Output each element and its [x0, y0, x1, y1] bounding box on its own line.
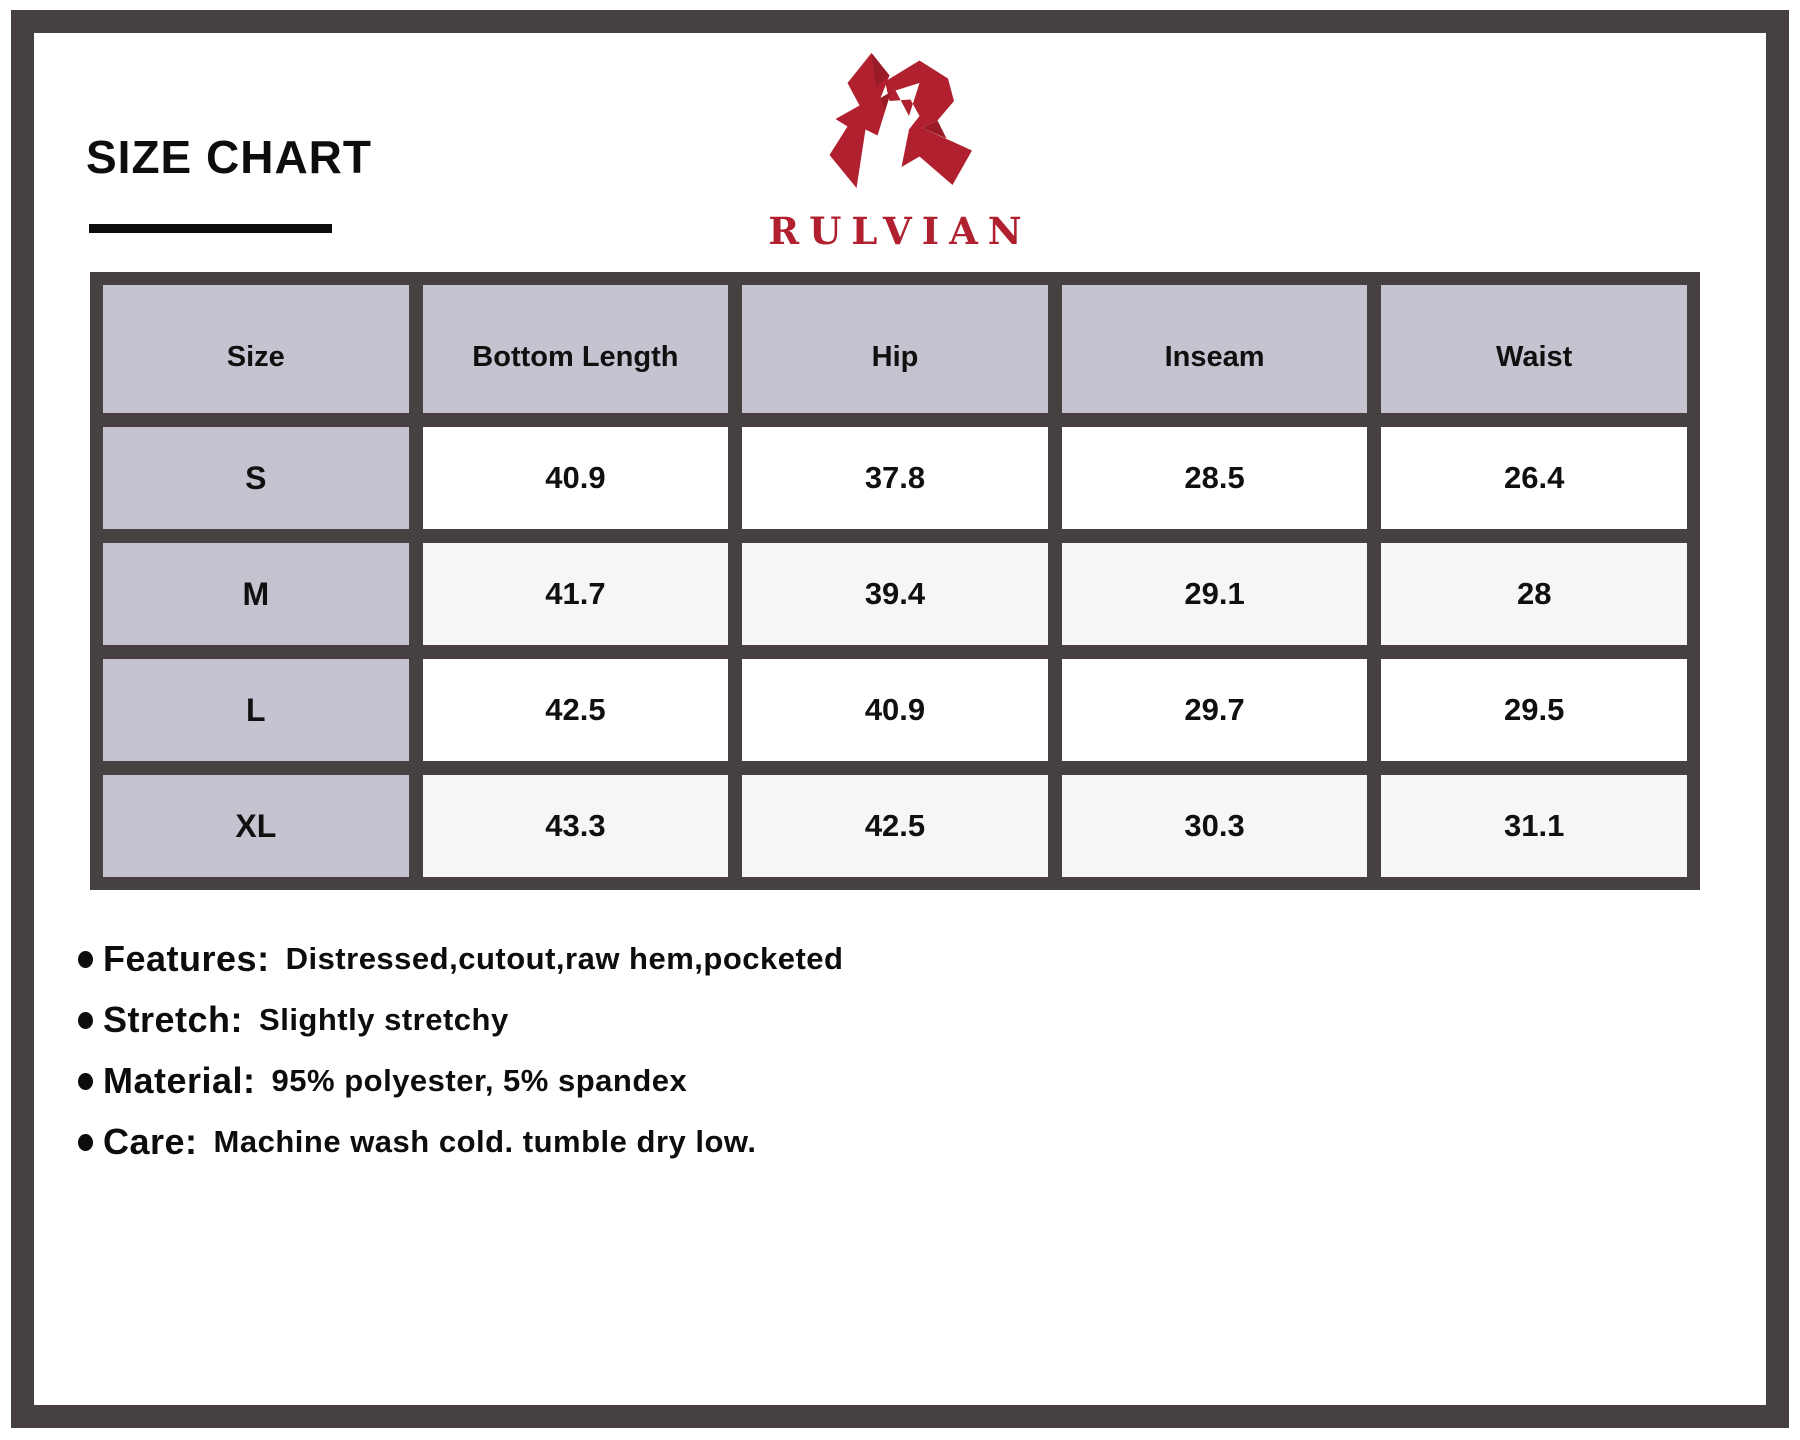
detail-value: 95% polyester, 5% spandex — [271, 1063, 688, 1098]
detail-value: Distressed,cutout,raw hem,pocketed — [285, 941, 844, 976]
cell-l-waist: 29.5 — [1381, 659, 1687, 761]
cell-m-waist: 28 — [1381, 543, 1687, 645]
size-label-m: M — [103, 543, 409, 645]
product-details-list — [78, 938, 844, 1163]
detail-label: Care: — [103, 1121, 198, 1162]
title-underline — [89, 224, 332, 233]
size-label-xl: XL — [103, 775, 409, 877]
cell-l-inseam: 29.7 — [1062, 659, 1368, 761]
cell-xl-inseam: 30.3 — [1062, 775, 1368, 877]
brand-r-logo-icon — [810, 50, 990, 200]
brand-name: RULVIAN — [768, 209, 1032, 253]
bullet-dot-icon — [78, 1073, 93, 1090]
cell-xl-hip: 42.5 — [742, 775, 1048, 877]
size-label-s: S — [103, 427, 409, 529]
detail-value: Slightly stretchy — [259, 1002, 509, 1037]
cell-s-bottom-length: 40.9 — [423, 427, 729, 529]
column-header-waist: Waist — [1381, 285, 1687, 413]
column-header-hip: Hip — [742, 285, 1048, 413]
cell-xl-waist: 31.1 — [1381, 775, 1687, 877]
column-header-size: Size — [103, 285, 409, 413]
page-title: SIZE CHART — [86, 131, 372, 183]
detail-stretch — [78, 999, 844, 1041]
cell-m-hip: 39.4 — [742, 543, 1048, 645]
brand-logo-block — [700, 50, 1100, 253]
bullet-dot-icon — [78, 951, 93, 968]
detail-features — [78, 938, 844, 980]
cell-l-hip: 40.9 — [742, 659, 1048, 761]
cell-s-waist: 26.4 — [1381, 427, 1687, 529]
cell-l-bottom-length: 42.5 — [423, 659, 729, 761]
detail-label: Stretch: — [103, 999, 244, 1040]
detail-label: Features: — [103, 938, 270, 979]
bullet-dot-icon — [78, 1012, 93, 1029]
cell-s-inseam: 28.5 — [1062, 427, 1368, 529]
detail-care — [78, 1121, 844, 1163]
cell-s-hip: 37.8 — [742, 427, 1048, 529]
size-label-l: L — [103, 659, 409, 761]
detail-value: Machine wash cold. tumble dry low. — [213, 1124, 757, 1159]
detail-material — [78, 1060, 844, 1102]
column-header-bottom-length: Bottom Length — [423, 285, 729, 413]
cell-m-bottom-length: 41.7 — [423, 543, 729, 645]
detail-label: Material: — [103, 1060, 256, 1101]
cell-xl-bottom-length: 43.3 — [423, 775, 729, 877]
cell-m-inseam: 29.1 — [1062, 543, 1368, 645]
bullet-dot-icon — [78, 1134, 93, 1151]
column-header-inseam: Inseam — [1062, 285, 1368, 413]
size-chart-table — [90, 272, 1700, 890]
